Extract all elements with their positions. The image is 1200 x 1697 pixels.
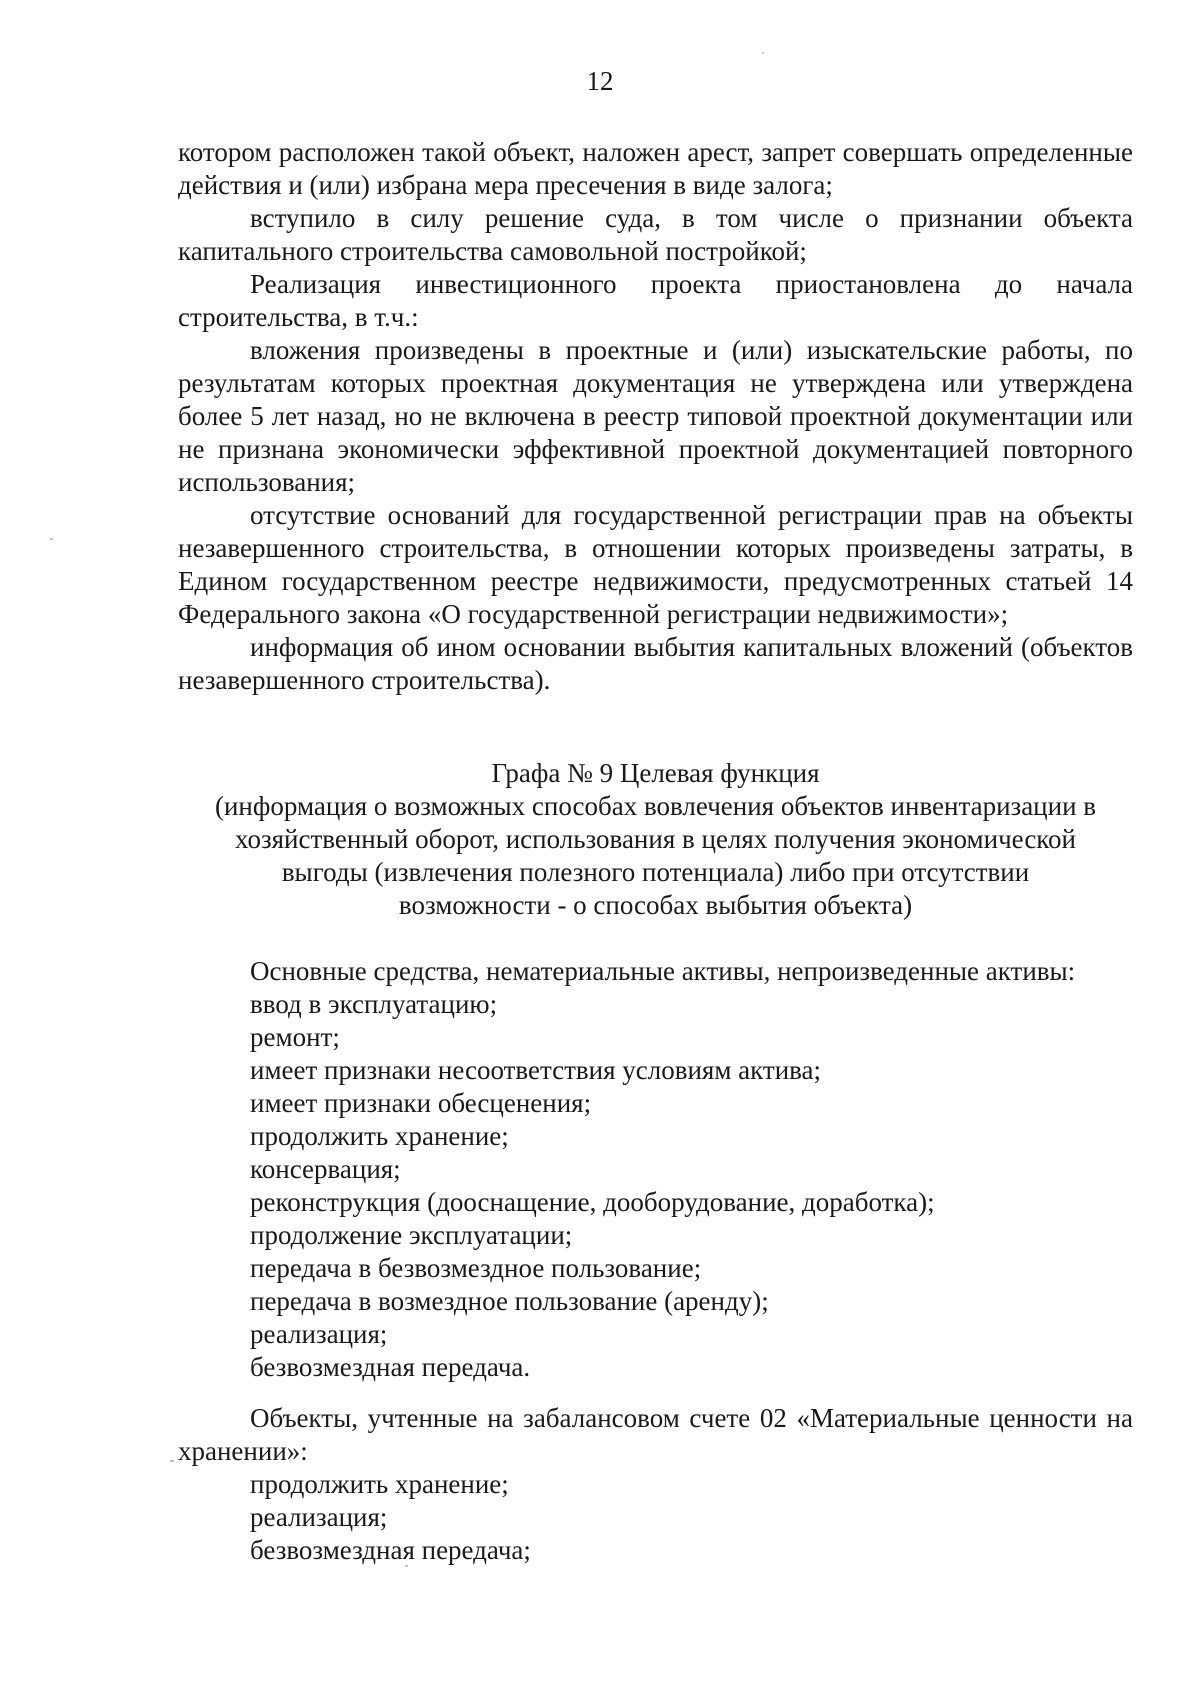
scan-speck bbox=[405, 1565, 408, 1567]
list-lead: Объекты, учтенные на забалансовом счете 02 «Материальные ценности на хранении»: bbox=[178, 1403, 1133, 1466]
heading-title: Графа № 9 Целевая функция bbox=[491, 758, 820, 788]
list-item: имеет признаки обесценения; bbox=[250, 1088, 592, 1118]
paragraph: информация об ином основании выбытия капитальных вложений (объектов незавершенного строительства). bbox=[178, 632, 1133, 695]
heading-line: (информация о возможных способах вовлечения объектов инвентаризации в bbox=[214, 791, 1097, 821]
list-item: передача в возмездное пользование (аренду); bbox=[250, 1286, 769, 1316]
list-item: реализация; bbox=[250, 1319, 388, 1349]
list-item: ввод в эксплуатацию; bbox=[250, 989, 498, 1019]
paragraph: вступило в силу решение суда, в том числе о признании объекта капитального строительства самовольной постройкой; bbox=[178, 203, 1133, 266]
heading-line: хозяйственный оборот, использования в целях получения экономической bbox=[234, 824, 1076, 854]
list-item: продолжить хранение; bbox=[250, 1469, 509, 1499]
list-item: имеет признаки несоответствия условиям актива; bbox=[250, 1055, 822, 1085]
paragraph: отсутствие оснований для государственной регистрации прав на объекты незавершенного строительства, в отношении которых произведены затраты, в Едином государственном реестре недвижимости, предусмотренных статьей 14 Федерального закона «О государственной регистрации недвижимости»; bbox=[178, 500, 1133, 629]
paragraph: котором расположен такой объект, наложен арест, запрет совершать определенные действия и (или) избрана мера пресечения в виде залога; bbox=[178, 137, 1133, 200]
page-number: 12 bbox=[586, 66, 614, 96]
list-item: ремонт; bbox=[250, 1022, 340, 1052]
list-lead: Основные средства, нематериальные активы, непроизведенные активы: bbox=[250, 956, 1076, 986]
list-item: консервация; bbox=[250, 1154, 401, 1184]
off-balance-list bbox=[178, 1402, 1133, 1567]
list-item: безвозмездная передача; bbox=[250, 1535, 531, 1565]
scan-speck bbox=[762, 52, 764, 54]
scan-speck bbox=[50, 538, 53, 540]
list-item: передача в безвозмездное пользование; bbox=[250, 1253, 702, 1283]
heading-line: возможности - о способах выбытия объекта) bbox=[398, 890, 913, 920]
heading-line: выгоды (извлечения полезного потенциала) либо при отсутствии bbox=[281, 857, 1030, 887]
paragraph: Реализация инвестиционного проекта приостановлена до начала строительства, в т.ч.: bbox=[178, 269, 1133, 332]
list-item: реализация; bbox=[250, 1502, 388, 1532]
list-item: реконструкция (дооснащение, дооборудование, доработка); bbox=[250, 1187, 935, 1217]
paragraph: вложения произведены в проектные и (или) изыскательские работы, по результатам которых проектная документация не утверждена или утверждена более 5 лет назад, но не включена в реестр типовой проектной документации или не признана экономически эффективной проектной документацией повторного использования; bbox=[178, 335, 1133, 497]
list-item: безвозмездная передача. bbox=[250, 1352, 531, 1382]
section-heading bbox=[178, 757, 1133, 922]
body-text-block bbox=[178, 136, 1133, 697]
list-item: продолжить хранение; bbox=[250, 1121, 509, 1151]
list-item: продолжение эксплуатации; bbox=[250, 1220, 573, 1250]
fixed-assets-list bbox=[178, 955, 1133, 1384]
scan-speck bbox=[170, 1460, 174, 1462]
